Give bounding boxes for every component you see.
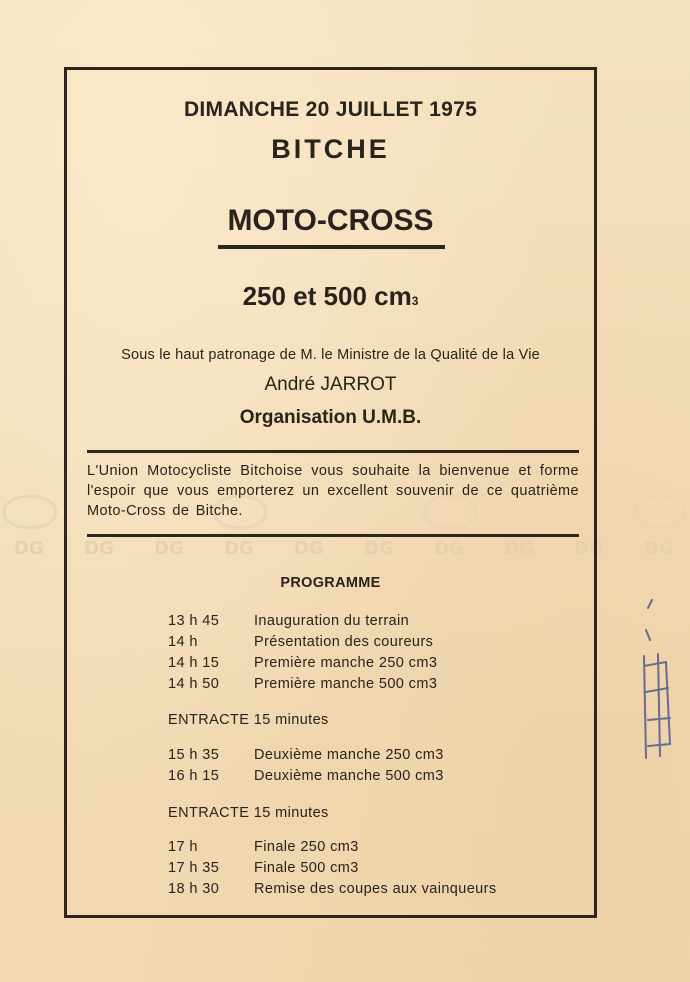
schedule-row [168, 632, 437, 653]
schedule-item: Deuxième manche 500 cm3 [254, 768, 444, 784]
programme-title: PROGRAMME [280, 575, 381, 591]
svg-text:DG: DG [224, 538, 254, 559]
schedule-item: Première manche 250 cm3 [254, 655, 438, 671]
organisation: Organisation U.M.B. [239, 407, 422, 428]
svg-text:DG: DG [504, 538, 534, 559]
schedule-row [168, 858, 497, 879]
schedule-row [168, 653, 437, 674]
schedule-time: 18 h 30 [168, 881, 220, 897]
schedule-time: 13 h 45 [168, 613, 220, 629]
schedule-block-3 [168, 837, 497, 900]
svg-text:DG: DG [434, 538, 464, 559]
schedule-time: 14 h 50 [168, 676, 220, 692]
welcome-text: L'Union Motocycliste Bitchoise vous souhaite la bienvenue et forme l'espoir que vous emporterez un excellent souvenir de ce quatrième Moto-Cross de Bitche. [87, 463, 579, 519]
engine-classes [67, 281, 594, 312]
event-date: DIMANCHE 20 JUILLET 1975 [183, 98, 478, 121]
schedule-item: Présentation des coureurs [254, 634, 434, 650]
svg-text:DG: DG [84, 538, 114, 559]
svg-text:DG: DG [154, 538, 184, 559]
patronage-line: Sous le haut patronage de M. le Ministre de la Qualité de la Vie [121, 347, 540, 363]
svg-text:DG: DG [574, 538, 604, 559]
entracte-2: ENTRACTE 15 minutes [168, 805, 329, 821]
engine-classes-text: 250 et 500 cm [242, 281, 412, 311]
schedule-time: 16 h 15 [168, 768, 220, 784]
engine-classes-unit-sub: 3 [411, 294, 419, 308]
schedule-item: Remise des coupes aux vainqueurs [254, 881, 497, 897]
title-underline [218, 245, 445, 249]
divider-top [87, 450, 579, 453]
schedule-row [168, 837, 497, 858]
entracte-1: ENTRACTE 15 minutes [168, 712, 329, 728]
schedule-row [168, 879, 497, 900]
svg-text:DG: DG [364, 538, 394, 559]
schedule-block-1 [168, 611, 437, 695]
svg-text:DG: DG [644, 538, 674, 559]
schedule-row [168, 611, 437, 632]
schedule-block-2 [168, 745, 444, 787]
schedule-time: 14 h [168, 634, 198, 650]
minister-name: André JARROT [264, 374, 397, 395]
ink-stamp-mark [636, 596, 680, 766]
schedule-time: 17 h 35 [168, 860, 220, 876]
schedule-time: 15 h 35 [168, 747, 220, 763]
event-title: MOTO-CROSS [227, 204, 434, 237]
schedule-time: 17 h [168, 839, 198, 855]
schedule-item: Inauguration du terrain [254, 613, 410, 629]
divider-bottom [87, 534, 579, 537]
event-town: BITCHE [271, 134, 390, 164]
schedule-item: Finale 250 cm3 [254, 839, 359, 855]
schedule-row [168, 674, 437, 695]
schedule-item: Deuxième manche 250 cm3 [254, 747, 444, 763]
schedule-item: Première manche 500 cm3 [254, 676, 438, 692]
schedule-item: Finale 500 cm3 [254, 860, 359, 876]
schedule-time: 14 h 15 [168, 655, 220, 671]
schedule-row [168, 766, 444, 787]
svg-text:DG: DG [14, 538, 44, 559]
svg-text:DG: DG [294, 538, 324, 559]
schedule-row [168, 745, 444, 766]
poster-frame [64, 67, 597, 918]
